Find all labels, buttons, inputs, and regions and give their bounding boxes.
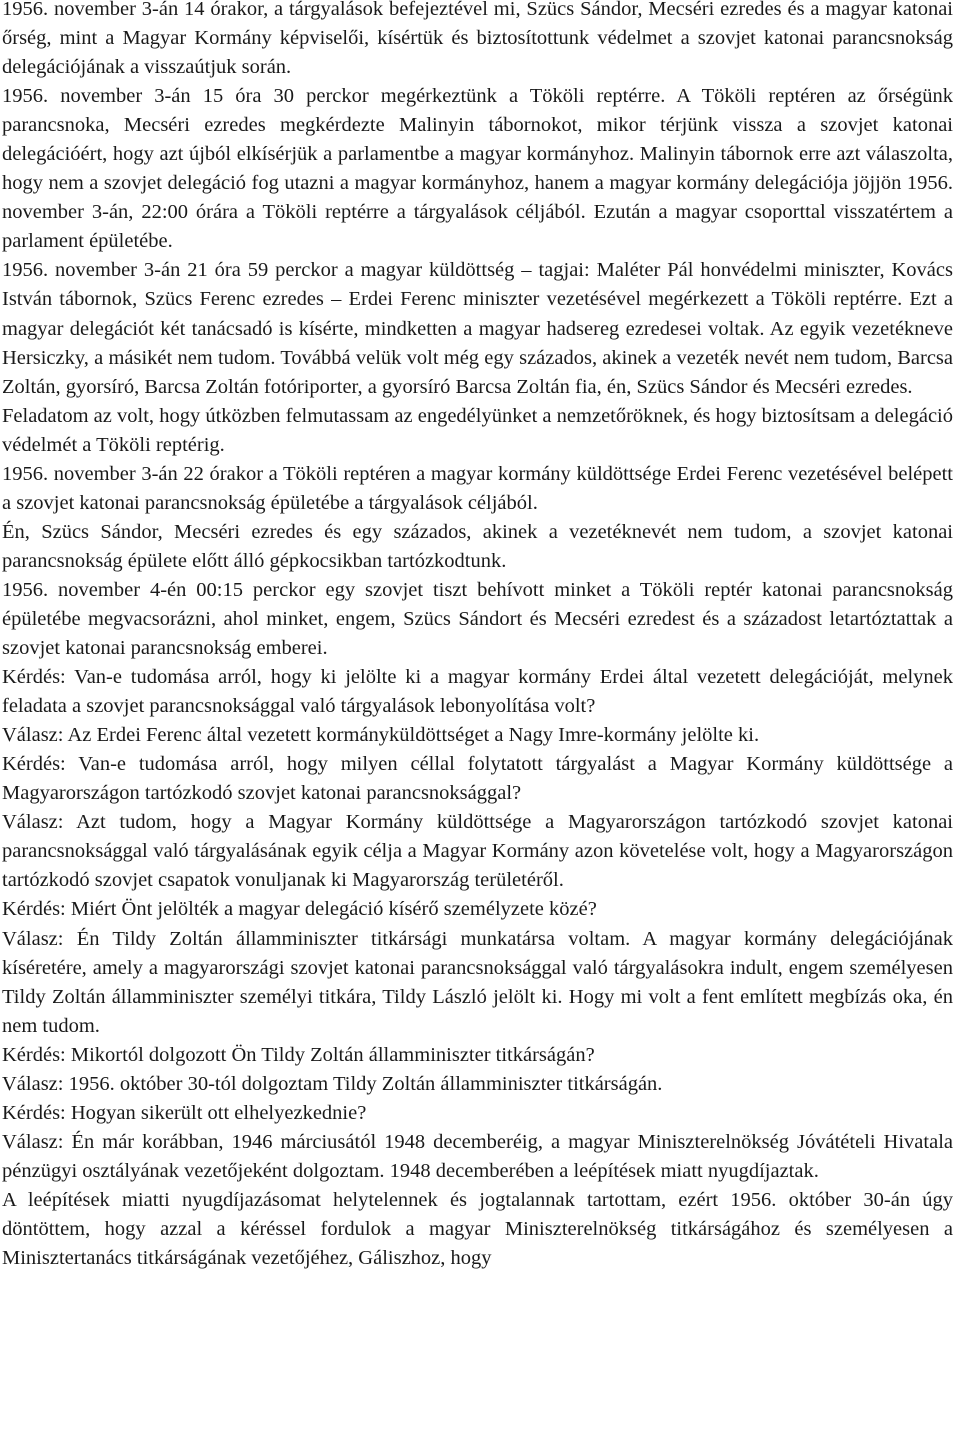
- question-since-when: Kérdés: Mikortól dolgozott Ön Tildy Zoltán államminiszter titkárságán?: [2, 1043, 595, 1066]
- paragraph-waiting-in-cars: Én, Szücs Sándor, Mecséri ezredes és egy százados, akinek a vezetéknevét nem tudom, a szovjet katonai parancsnokság épülete előtt álló gépkocsikban tartózkodtunk.: [2, 520, 953, 572]
- answer-why-you: Válasz: Én Tildy Zoltán államminiszter titkársági munkatársa voltam. A magyar kormány delegációjának kíséretére, amely a magyarországi szovjet katonai parancsnoksággal való tárgyalásokra indult, engem személyesen Tildy Zoltán államminiszter személyi titkára, Tildy László jelölt ki. Hogy mi volt a fent említett megbízás oka, én nem tudom.: [2, 927, 953, 1037]
- answer-how-employed: Válasz: Én már korábban, 1946 márciusától 1948 decemberéig, a magyar Miniszterelnökség Jóvátételi Hivatala pénzügyi osztályának vezetőjeként dolgoztam. 1948 decemberében a leépítések miatt nyugdíjaztak.: [2, 1130, 953, 1182]
- answer-purpose: Válasz: Azt tudom, hogy a Magyar Kormány küldöttsége a Magyarországon tartózkodó szovjet katonai parancsnoksággal való tárgyalásának egyik célja a Magyar Kormány azon követelése volt, hogy a Magyarországon tartózkodó szovjet csapatok vonuljanak ki Magyarország területéről.: [2, 811, 953, 892]
- paragraph-escort-nov3-14h: 1956. november 3-án 14 órakor, a tárgyalások befejeztével mi, Szücs Sándor, Mecséri ezredes és a magyar katonai őrség, mint a Magyar Kormány képviselői, kísértük és biztosítottunk védelmet a szovjet katonai parancsnokság delegációjának a visszaútjuk során.: [2, 0, 953, 79]
- question-why-you: Kérdés: Miért Önt jelölték a magyar delegáció kísérő személyzete közé?: [2, 898, 597, 921]
- paragraph-my-task: Feladatom az volt, hogy útközben felmutassam az engedélyünket a nemzetőröknek, és hogy biztosítsam a delegáció védelmét a Tököli reptérig.: [2, 404, 953, 456]
- paragraph-retirement: A leépítések miatti nyugdíjazásomat helytelennek és jogtalannak tartottam, ezért 1956. október 30-án úgy döntöttem, hogy azzal a kéréssel fordulok a magyar Miniszterelnökség titkárságához és személyesen a Minisztertanács titkárságának vezetőjéhez, Gáliszhoz, hogy: [2, 1188, 953, 1270]
- question-who-appointed: Kérdés: Van-e tudomása arról, hogy ki jelölte ki a magyar kormány Erdei által vezetett delegációját, melynek feladata a szovjet parancsnoksággal való tárgyalások lebonyolítása volt?: [2, 666, 953, 718]
- question-how-employed: Kérdés: Hogyan sikerült ott elhelyezkednie?: [2, 1101, 367, 1124]
- paragraph-arrival-tokol: 1956. november 3-án 15 óra 30 perckor megérkeztünk a Tököli reptérre. A Tököli reptéren az őrségünk parancsnoka, Mecséri ezredes megkérdezte Malinyin tábornokot, mikor térjünk vissza a szovjet katonai delegációért, hogy azt újból elkísérjük a parlamentbe a magyar kormányhoz. Malinyin tábornok erre azt válaszolta, hogy nem a szovjet delegáció fog utazni a magyar kormányhoz, hanem a magyar kormány delegációja jöjjön 1956. november 3-án, 22:00 órára a Tököli reptérre a tárgyalások céljából. Ezután a magyar csoporttal visszatértem a parlament épületébe.: [2, 85, 953, 253]
- answer-since-when: Válasz: 1956. október 30-tól dolgoztam Tildy Zoltán államminiszter titkárságán.: [2, 1072, 663, 1095]
- paragraph-delegation-arrival: 1956. november 3-án 21 óra 59 perckor a magyar küldöttség – tagjai: Maléter Pál honvédelmi miniszter, Kovács István tábornok, Szücs Ferenc ezredes – Erdei Ferenc miniszter vezetésével megérkezett a Tököli reptérre. Ezt a magyar delegációt két tanácsadó is kísérte, mindketten a magyar hadsereg ezredesei voltak. Az egyik vezetékneve Hersiczky, a másikét nem tudom. Továbbá velük volt még egy százados, akinek a vezeték nevét nem tudom, Barcsa Zoltán, gyorsíró, Barcsa Zoltán fotóriporter, a gyorsíró Barcsa Zoltán fia, én, Szücs Sándor és Mecséri ezredes.: [2, 259, 953, 398]
- paragraph-arrest: 1956. november 4-én 00:15 perckor egy szovjet tiszt behívott minket a Tököli reptér katonai parancsnokság épületébe megvacsorázni, ahol minket, engem, Szücs Sándort és Mecséri ezredest és a századost letartóztattak a szovjet katonai parancsnokság emberei.: [2, 578, 953, 660]
- paragraph-delegation-entered: 1956. november 3-án 22 órakor a Tököli reptéren a magyar kormány küldöttsége Erdei Ferenc vezetésével belépett a szovjet katonai parancsnokság épületébe a tárgyalások céljából.: [2, 462, 953, 514]
- answer-who-appointed: Válasz: Az Erdei Ferenc által vezetett kormányküldöttséget a Nagy Imre-kormány jelölte ki.: [2, 724, 760, 747]
- question-purpose: Kérdés: Van-e tudomása arról, hogy milyen céllal folytatott tárgyalást a Magyar Kormány küldöttsége a Magyarországon tartózkodó szovjet katonai parancsnoksággal?: [2, 753, 953, 805]
